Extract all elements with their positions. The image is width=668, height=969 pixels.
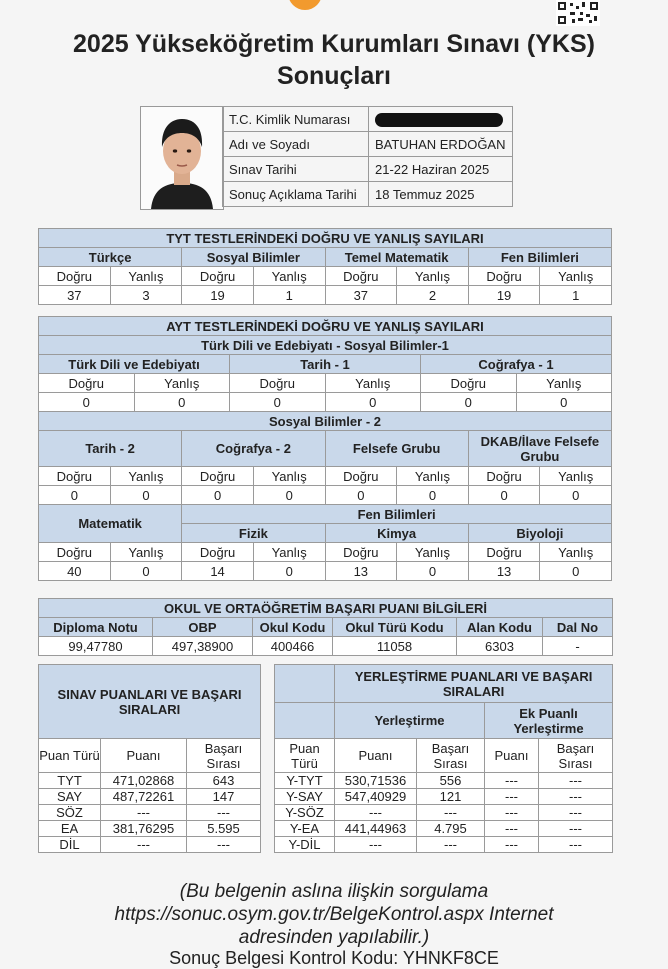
yanlis-value: 0 [397, 486, 469, 505]
yanlis-value: 2 [397, 286, 469, 305]
note-line-3: adresinden yapılabilir.) [238, 927, 430, 948]
dogru-label: Doğru [325, 543, 397, 562]
dogru-value: 37 [39, 286, 111, 305]
yanlis-label: Yanlış [253, 467, 325, 486]
yanlis-label: Yanlış [253, 543, 325, 562]
yanlis-value: 0 [397, 562, 469, 581]
dogru-label: Doğru [182, 543, 254, 562]
identity-label: T.C. Kimlik Numarası [223, 107, 369, 132]
person-photo-icon [141, 107, 223, 209]
okul-value: - [543, 637, 613, 656]
dogru-label: Doğru [39, 374, 135, 393]
title-line-2: Sonuçları [277, 62, 391, 90]
okul-column: Alan Kodu [457, 618, 543, 637]
ayt-subject: Tarih - 1 [230, 355, 421, 374]
identity-row [223, 157, 513, 182]
tyt-subject: Fen Bilimleri [468, 248, 611, 267]
y-sira: 556 [417, 773, 485, 789]
y-tur: Y-TYT [275, 773, 335, 789]
scores-section [38, 664, 612, 874]
y-ek-sira: --- [539, 773, 613, 789]
okul-header: OKUL VE ORTAÖĞRETİM BAŞARI PUANI BİLGİLERİ [39, 599, 613, 618]
sinav-sira: 643 [187, 773, 261, 789]
yanlis-label: Yanlış [110, 543, 182, 562]
yanlis-value: 0 [540, 486, 612, 505]
tyt-table [38, 228, 612, 305]
dogru-label: Doğru [182, 267, 254, 286]
dogru-value: 19 [182, 286, 254, 305]
dogru-label: Doğru [182, 467, 254, 486]
yanlis-label: Yanlış [134, 374, 230, 393]
candidate-photo [140, 106, 224, 210]
y-tur: Y-SÖZ [275, 805, 335, 821]
dogru-label: Doğru [230, 374, 326, 393]
tyt-subject: Türkçe [39, 248, 182, 267]
yanlis-value: 0 [110, 562, 182, 581]
ayt-group2-title: Sosyal Bilimler - 2 [39, 412, 612, 431]
y-puan: 441,44963 [335, 821, 417, 837]
okul-value: 400466 [253, 637, 333, 656]
puani-label: Puanı [101, 739, 187, 773]
dogru-value: 0 [39, 486, 111, 505]
puani-label: Puanı [485, 739, 539, 773]
yanlis-label: Yanlış [253, 267, 325, 286]
yanlis-label: Yanlış [110, 267, 182, 286]
sinav-sira: --- [187, 837, 261, 853]
y-ek-puan: --- [485, 789, 539, 805]
dogru-value: 14 [182, 562, 254, 581]
okul-value: 11058 [333, 637, 457, 656]
yanlis-value: 0 [516, 393, 612, 412]
identity-label: Sınav Tarihi [223, 157, 369, 182]
okul-column: Okul Türü Kodu [333, 618, 457, 637]
identity-value: BATUHAN ERDOĞAN [369, 132, 513, 157]
yanlis-label: Yanlış [540, 543, 612, 562]
y-ek-puan: --- [485, 837, 539, 853]
sinav-header: SINAV PUANLARI VE BAŞARI SIRALARI [39, 665, 261, 739]
dogru-value: 13 [325, 562, 397, 581]
yanlis-value: 0 [134, 393, 230, 412]
yanlis-label: Yanlış [516, 374, 612, 393]
identity-row [223, 132, 513, 157]
dogru-label: Doğru [39, 267, 111, 286]
ayt-subject: Türk Dili ve Edebiyatı [39, 355, 230, 374]
dogru-label: Doğru [468, 543, 540, 562]
okul-value: 6303 [457, 637, 543, 656]
sinav-sira: 147 [187, 789, 261, 805]
sinav-tur: DİL [39, 837, 101, 853]
identity-label: Sonuç Açıklama Tarihi [223, 182, 369, 207]
y-ek-sira: --- [539, 789, 613, 805]
okul-table [38, 598, 613, 656]
yanlis-value: 1 [253, 286, 325, 305]
ayt-subject: DKAB/İlave Felsefe Grubu [468, 431, 611, 467]
yanlis-value: 0 [540, 562, 612, 581]
dogru-value: 0 [325, 486, 397, 505]
y-ek-sira: --- [539, 805, 613, 821]
yanlis-value: 1 [540, 286, 612, 305]
ayt-subject: Coğrafya - 2 [182, 431, 325, 467]
okul-value: 497,38900 [153, 637, 253, 656]
y-tur: Y-SAY [275, 789, 335, 805]
identity-label: Adı ve Soyadı [223, 132, 369, 157]
dogru-value: 13 [468, 562, 540, 581]
note-line-1: (Bu belgenin aslına ilişkin sorgulama [179, 881, 489, 902]
identity-value: 21-22 Haziran 2025 [369, 157, 513, 182]
y-tur: Y-EA [275, 821, 335, 837]
okul-column: Dal No [543, 618, 613, 637]
identity-row [223, 182, 513, 207]
ayt-subject: Felsefe Grubu [325, 431, 468, 467]
yanlis-label: Yanlış [325, 374, 421, 393]
ayt-math-title: Matematik [39, 505, 182, 543]
dogru-value: 19 [468, 286, 540, 305]
sinav-sira: --- [187, 805, 261, 821]
sinav-tur: EA [39, 821, 101, 837]
identity-table [222, 106, 513, 207]
yerlestirme-corner [275, 665, 335, 703]
yanlis-label: Yanlış [397, 267, 469, 286]
y-ek-sira: --- [539, 837, 613, 853]
puan-turu-label: Puan Türü [39, 739, 101, 773]
y-puan: --- [335, 837, 417, 853]
y-sira: --- [417, 837, 485, 853]
basari-sirasi-label: Başarı Sırası [417, 739, 485, 773]
y-ek-sira: --- [539, 821, 613, 837]
osym-logo [288, 0, 322, 10]
qr-code-icon [556, 0, 600, 26]
verification-note [0, 880, 668, 949]
dogru-label: Doğru [39, 467, 111, 486]
basari-sirasi-label: Başarı Sırası [539, 739, 613, 773]
sinav-puan: 487,72261 [101, 789, 187, 805]
yanlis-label: Yanlış [110, 467, 182, 486]
sinav-puan: --- [101, 837, 187, 853]
identity-row [223, 107, 513, 132]
y-sira: --- [417, 805, 485, 821]
y-puan: --- [335, 805, 417, 821]
dogru-label: Doğru [39, 543, 111, 562]
dogru-label: Doğru [468, 467, 540, 486]
yanlis-label: Yanlış [397, 543, 469, 562]
y-puan: 547,40929 [335, 789, 417, 805]
dogru-value: 40 [39, 562, 111, 581]
tyt-subject: Temel Matematik [325, 248, 468, 267]
ayt-subject: Kimya [325, 524, 468, 543]
ayt-subject: Biyoloji [468, 524, 611, 543]
sinav-table [38, 664, 261, 853]
identity-value-redacted [369, 107, 513, 132]
dogru-value: 0 [230, 393, 326, 412]
sinav-puan: 471,02868 [101, 773, 187, 789]
dogru-value: 0 [39, 393, 135, 412]
yanlis-value: 3 [110, 286, 182, 305]
yerlestirme-header: YERLEŞTİRME PUANLARI VE BAŞARI SIRALARI [335, 665, 613, 703]
puani-label: Puanı [335, 739, 417, 773]
yanlis-label: Yanlış [540, 467, 612, 486]
tyt-header: TYT TESTLERİNDEKİ DOĞRU VE YANLIŞ SAYILARI [39, 229, 612, 248]
yanlis-value: 0 [325, 393, 421, 412]
dogru-label: Doğru [325, 467, 397, 486]
ayt-group1-title: Türk Dili ve Edebiyatı - Sosyal Bilimler-1 [39, 336, 612, 355]
dogru-label: Doğru [421, 374, 517, 393]
y-tur: Y-DİL [275, 837, 335, 853]
y-ek-puan: --- [485, 821, 539, 837]
sinav-tur: SAY [39, 789, 101, 805]
ayt-fen-title: Fen Bilimleri [182, 505, 612, 524]
title-line-1: 2025 Yükseköğretim Kurumları Sınavı (YKS) [73, 30, 595, 58]
sinav-puan: 381,76295 [101, 821, 187, 837]
yerlestirme-corner [275, 703, 335, 739]
dogru-value: 0 [182, 486, 254, 505]
okul-value: 99,47780 [39, 637, 153, 656]
sinav-tur: SÖZ [39, 805, 101, 821]
dogru-label: Doğru [468, 267, 540, 286]
yanlis-value: 0 [253, 562, 325, 581]
ayt-subject: Fizik [182, 524, 325, 543]
redaction-bar [375, 113, 503, 127]
verification-url[interactable]: https://sonuc.osym.gov.tr/BelgeKontrol.aspx Internet [114, 904, 554, 925]
sinav-puan: --- [101, 805, 187, 821]
tyt-subject: Sosyal Bilimler [182, 248, 325, 267]
y-ek-puan: --- [485, 773, 539, 789]
ayt-table [38, 316, 612, 581]
yanlis-value: 0 [110, 486, 182, 505]
control-code: Sonuç Belgesi Kontrol Kodu: YHNKF8CE [169, 948, 499, 968]
dogru-value: 0 [468, 486, 540, 505]
dogru-value: 0 [421, 393, 517, 412]
okul-column: Diploma Notu [39, 618, 153, 637]
yerlestirme-sub2: Ek Puanlı Yerleştirme [485, 703, 613, 739]
y-sira: 4.795 [417, 821, 485, 837]
page-title [0, 28, 668, 92]
yerlestirme-table [274, 664, 613, 853]
yanlis-label: Yanlış [540, 267, 612, 286]
yanlis-value: 0 [253, 486, 325, 505]
yanlis-label: Yanlış [397, 467, 469, 486]
identity-value: 18 Temmuz 2025 [369, 182, 513, 207]
ayt-subject: Coğrafya - 1 [421, 355, 612, 374]
dogru-label: Doğru [325, 267, 397, 286]
sinav-tur: TYT [39, 773, 101, 789]
dogru-value: 37 [325, 286, 397, 305]
basari-sirasi-label: Başarı Sırası [187, 739, 261, 773]
okul-column: Okul Kodu [253, 618, 333, 637]
puan-turu-label: Puan Türü [275, 739, 335, 773]
y-ek-puan: --- [485, 805, 539, 821]
y-puan: 530,71536 [335, 773, 417, 789]
okul-column: OBP [153, 618, 253, 637]
ayt-subject: Tarih - 2 [39, 431, 182, 467]
yerlestirme-sub1: Yerleştirme [335, 703, 485, 739]
sinav-sira: 5.595 [187, 821, 261, 837]
y-sira: 121 [417, 789, 485, 805]
ayt-header: AYT TESTLERİNDEKİ DOĞRU VE YANLIŞ SAYILARI [39, 317, 612, 336]
